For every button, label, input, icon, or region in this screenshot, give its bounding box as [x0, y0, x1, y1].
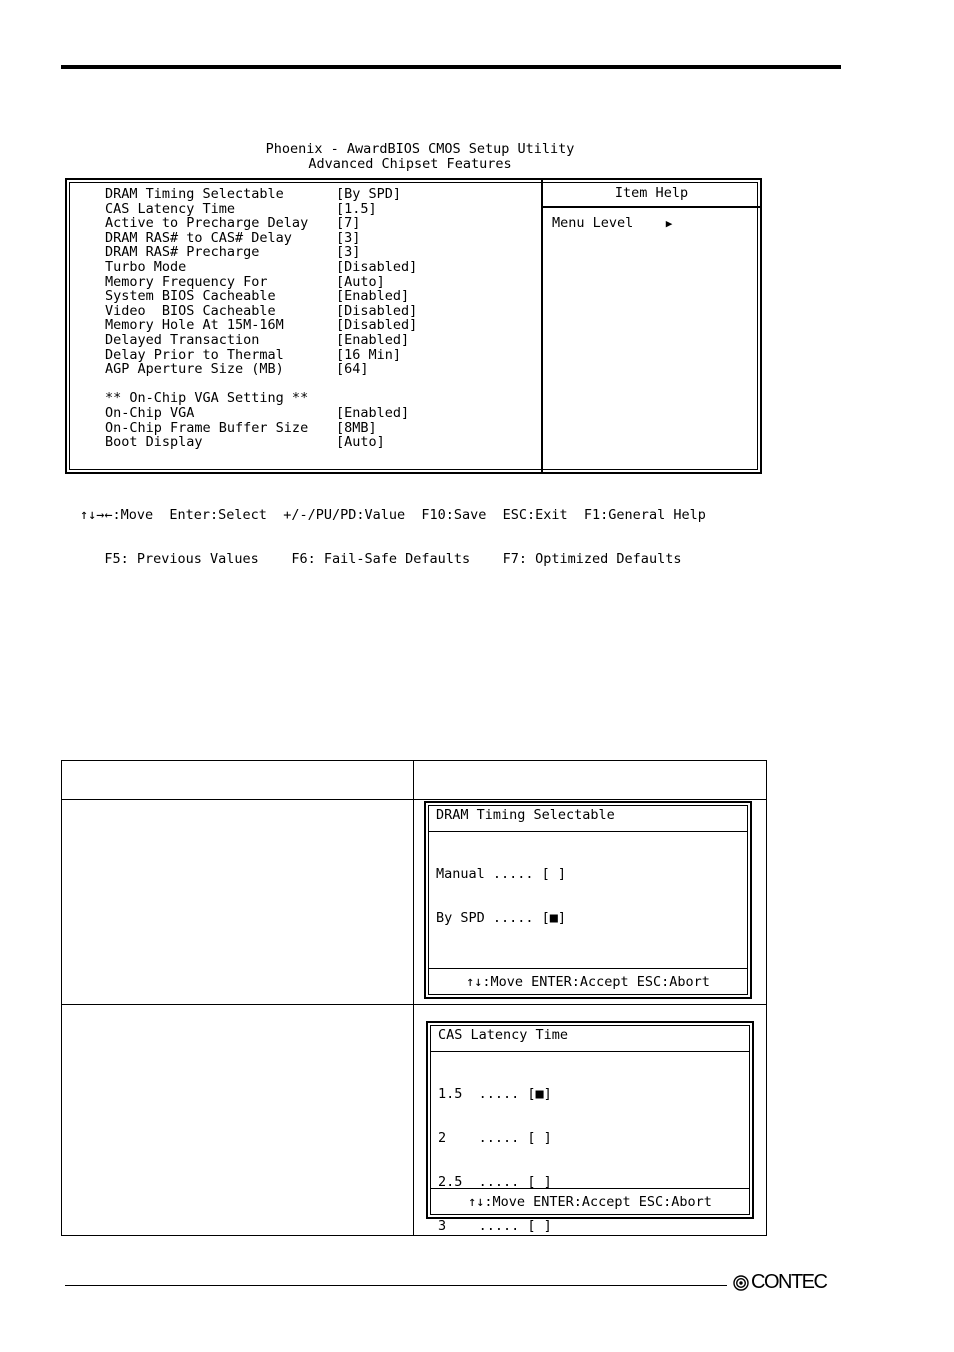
setting-label: DRAM RAS# to CAS# Delay [105, 229, 292, 246]
setting-row[interactable] [105, 362, 417, 377]
setting-row[interactable] [105, 289, 417, 304]
popup-key-legend: ↑↓:Move ENTER:Accept ESC:Abort [468, 1194, 712, 1210]
menu-level-arrow-icon: ▶ [665, 217, 673, 230]
contec-logo [733, 1271, 826, 1294]
setting-row[interactable] [105, 260, 417, 275]
setting-value[interactable]: [3] [336, 229, 361, 246]
setting-row[interactable] [105, 304, 417, 319]
bios-setup-screen [65, 178, 762, 474]
setting-label: DRAM RAS# Precharge [105, 244, 260, 261]
contec-mark-icon [733, 1275, 749, 1291]
bottom-rule [65, 1285, 727, 1286]
help-title-divider [543, 206, 760, 208]
setting-label: Boot Display [105, 434, 203, 451]
setting-label: CAS Latency Time [105, 200, 236, 217]
setting-value[interactable]: [Disabled] [336, 302, 418, 319]
popup-title: DRAM Timing Selectable [436, 807, 615, 823]
popup-option[interactable]: By SPD ..... [■] [436, 909, 567, 926]
setting-label [105, 377, 336, 392]
popup-title-divider [428, 831, 748, 832]
setting-label: On-Chip Frame Buffer Size [105, 419, 309, 436]
settings-list [105, 187, 417, 450]
setting-value[interactable]: [8MB] [336, 419, 377, 436]
setting-row[interactable] [105, 348, 417, 363]
setting-value[interactable]: [Disabled] [336, 258, 418, 275]
bios-title-line1: Phoenix - AwardBIOS CMOS Setup Utility [265, 141, 575, 157]
popup-option[interactable]: Manual ..... [ ] [436, 866, 567, 883]
setting-label: Video BIOS Cacheable [105, 302, 276, 319]
setting-label: DRAM Timing Selectable [105, 186, 284, 202]
table-column-divider [413, 761, 414, 1235]
setting-row[interactable] [105, 435, 417, 450]
setting-row[interactable] [105, 275, 417, 290]
popup-option[interactable]: 3 ..... [ ] [438, 1217, 552, 1234]
contec-wordmark: CONTEC [751, 1271, 827, 1293]
bios-key-legend [80, 479, 706, 581]
setting-row[interactable] [105, 231, 417, 246]
setting-label: ** On-Chip VGA Setting ** [105, 390, 309, 407]
setting-value[interactable]: [16 Min] [336, 346, 402, 363]
setting-row [105, 377, 417, 392]
setting-label: Memory Hole At 15M-16M [105, 317, 284, 334]
setting-label: On-Chip VGA [105, 404, 195, 421]
bios-pane-divider [541, 180, 543, 472]
setting-value[interactable]: [By SPD] [336, 186, 402, 202]
options-table [61, 760, 767, 1236]
menu-level-label: Menu Level [552, 215, 634, 231]
setting-label: AGP Aperture Size (MB) [105, 361, 284, 378]
popup-key-legend: ↑↓:Move ENTER:Accept ESC:Abort [466, 974, 710, 990]
popup-title-divider [430, 1051, 750, 1052]
setting-label: Active to Precharge Delay [105, 215, 309, 232]
setting-row[interactable] [105, 421, 417, 436]
setting-value[interactable]: [Auto] [336, 434, 385, 451]
setting-row[interactable] [105, 406, 417, 421]
popup-options [438, 1058, 552, 1262]
setting-value[interactable]: [64] [336, 361, 369, 378]
setting-row[interactable] [105, 318, 417, 333]
setting-label: Delayed Transaction [105, 331, 260, 348]
setting-row[interactable] [105, 333, 417, 348]
setting-row[interactable] [105, 391, 417, 406]
key-legend-line2: F5: Previous Values F6: Fail-Safe Defaults F7: Optimized Defaults [80, 550, 682, 567]
popup-footer-divider [428, 968, 748, 969]
popup-option[interactable]: 1.5 ..... [■] [438, 1086, 552, 1103]
setting-value[interactable]: [1.5] [336, 200, 377, 217]
popup-option[interactable]: 2.5 ..... [ ] [438, 1173, 552, 1190]
cas-latency-popup [426, 1021, 754, 1234]
table-row-divider [62, 1004, 766, 1005]
top-rule [61, 65, 841, 69]
dram-timing-popup [424, 801, 752, 999]
popup-options [436, 838, 566, 955]
setting-value[interactable]: [Enabled] [336, 331, 410, 348]
setting-label: Delay Prior to Thermal [105, 346, 284, 363]
setting-value[interactable]: [Enabled] [336, 404, 410, 421]
item-help-title: Item Help [614, 185, 689, 201]
setting-row[interactable] [105, 187, 417, 202]
setting-value[interactable]: [7] [336, 215, 361, 232]
setting-row[interactable] [105, 216, 417, 231]
bios-title-line2: Advanced Chipset Features [308, 156, 512, 172]
setting-label: System BIOS Cacheable [105, 288, 276, 305]
setting-value[interactable]: [Enabled] [336, 288, 410, 305]
setting-label: Turbo Mode [105, 258, 187, 275]
popup-title: CAS Latency Time [438, 1027, 569, 1043]
setting-value[interactable]: [Disabled] [336, 317, 418, 334]
setting-row[interactable] [105, 202, 417, 217]
table-header-divider [62, 799, 766, 800]
key-legend-line1: ↑↓→←:Move Enter:Select +/-/PU/PD:Value F10:Save ESC:Exit F1:General Help [80, 507, 706, 524]
setting-row[interactable] [105, 245, 417, 260]
menu-level [552, 216, 672, 232]
setting-label: Memory Frequency For [105, 273, 268, 290]
popup-option[interactable]: 2 ..... [ ] [438, 1129, 552, 1146]
setting-value[interactable]: [Auto] [336, 273, 385, 290]
setting-value[interactable]: [3] [336, 244, 361, 261]
